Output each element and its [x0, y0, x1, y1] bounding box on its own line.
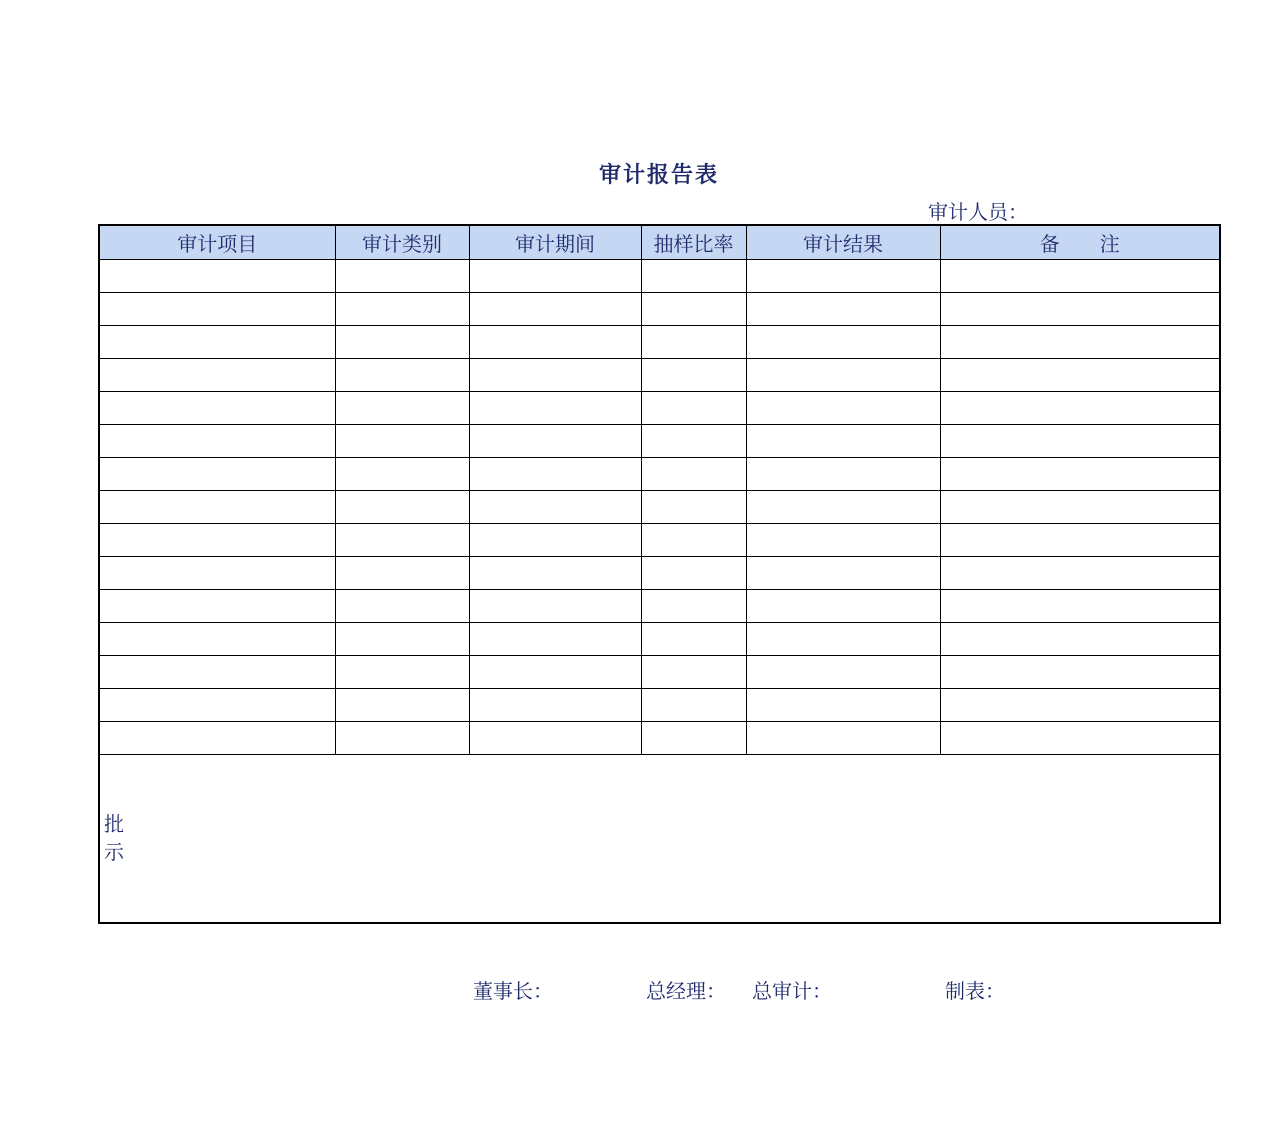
table-cell[interactable] — [469, 523, 641, 556]
table-cell[interactable] — [641, 589, 746, 622]
page-title: 审计报告表 — [598, 163, 719, 188]
table-header-row — [99, 225, 1220, 259]
table-cell[interactable] — [746, 457, 940, 490]
table-cell[interactable] — [746, 556, 940, 589]
table-cell[interactable] — [335, 721, 469, 754]
table-cell[interactable] — [99, 424, 335, 457]
table-cell[interactable] — [99, 622, 335, 655]
table-cell[interactable] — [469, 622, 641, 655]
table-body — [99, 259, 1220, 923]
table-cell[interactable] — [641, 325, 746, 358]
table-cell[interactable] — [641, 457, 746, 490]
table-cell[interactable] — [335, 325, 469, 358]
table-cell[interactable] — [99, 325, 335, 358]
table-cell[interactable] — [940, 622, 1220, 655]
table-cell[interactable] — [746, 721, 940, 754]
table-cell[interactable] — [641, 259, 746, 292]
table-cell[interactable] — [940, 589, 1220, 622]
table-cell[interactable] — [746, 391, 940, 424]
table-row — [99, 358, 1220, 391]
table-cell[interactable] — [335, 622, 469, 655]
table-cell[interactable] — [469, 325, 641, 358]
table-cell[interactable] — [940, 721, 1220, 754]
table-cell[interactable] — [940, 358, 1220, 391]
table-row — [99, 655, 1220, 688]
table-row — [99, 721, 1220, 754]
table-cell[interactable] — [940, 424, 1220, 457]
table-cell[interactable] — [940, 457, 1220, 490]
table-cell[interactable] — [469, 457, 641, 490]
table-cell[interactable] — [335, 292, 469, 325]
table-cell[interactable] — [940, 490, 1220, 523]
table-cell[interactable] — [335, 490, 469, 523]
preparer-signature-label: 制表： — [945, 979, 1005, 1003]
table-cell[interactable] — [940, 325, 1220, 358]
table-cell[interactable] — [469, 688, 641, 721]
table-cell[interactable] — [99, 259, 335, 292]
table-cell[interactable] — [641, 523, 746, 556]
table-cell[interactable] — [335, 655, 469, 688]
table-cell[interactable] — [940, 556, 1220, 589]
table-cell[interactable] — [469, 292, 641, 325]
table-cell[interactable] — [746, 325, 940, 358]
table-cell[interactable] — [469, 490, 641, 523]
table-cell[interactable] — [335, 457, 469, 490]
table-cell[interactable] — [641, 358, 746, 391]
table-row — [99, 589, 1220, 622]
column-header-remarks: 备 注 — [940, 225, 1220, 259]
table-cell[interactable] — [746, 358, 940, 391]
table-cell[interactable] — [469, 424, 641, 457]
table-cell[interactable] — [746, 424, 940, 457]
table-cell[interactable] — [641, 721, 746, 754]
table-cell[interactable] — [469, 655, 641, 688]
column-header-audit-item: 审计项目 — [99, 225, 335, 259]
table-row — [99, 622, 1220, 655]
column-header-audit-period: 审计期间 — [469, 225, 641, 259]
table-row — [99, 292, 1220, 325]
table-cell[interactable] — [335, 523, 469, 556]
table-cell[interactable] — [940, 523, 1220, 556]
table-cell[interactable] — [469, 589, 641, 622]
table-row — [99, 424, 1220, 457]
approval-row — [99, 754, 1220, 923]
table-cell[interactable] — [940, 292, 1220, 325]
column-header-audit-result: 审计结果 — [746, 225, 940, 259]
chairman-signature-label: 董事长： — [473, 979, 553, 1003]
table-row — [99, 391, 1220, 424]
table-cell[interactable] — [746, 259, 940, 292]
table-cell[interactable] — [641, 292, 746, 325]
table-cell[interactable] — [746, 688, 940, 721]
column-header-sampling-ratio: 抽样比率 — [641, 225, 746, 259]
auditor-label: 审计人员： — [928, 200, 1028, 224]
table-cell[interactable] — [940, 688, 1220, 721]
table-row — [99, 523, 1220, 556]
table-row — [99, 490, 1220, 523]
table-cell[interactable] — [335, 424, 469, 457]
table-cell[interactable] — [469, 259, 641, 292]
table-cell[interactable] — [99, 655, 335, 688]
table-cell[interactable] — [99, 589, 335, 622]
table-row — [99, 688, 1220, 721]
table-cell[interactable] — [940, 391, 1220, 424]
table-cell[interactable] — [641, 490, 746, 523]
table-cell[interactable] — [469, 721, 641, 754]
table-cell[interactable] — [940, 259, 1220, 292]
table-cell[interactable] — [99, 457, 335, 490]
table-cell[interactable] — [641, 391, 746, 424]
table-cell[interactable] — [469, 556, 641, 589]
table-cell[interactable] — [641, 424, 746, 457]
table-cell[interactable] — [335, 556, 469, 589]
table-cell[interactable] — [746, 490, 940, 523]
table-cell[interactable] — [335, 688, 469, 721]
table-cell[interactable] — [335, 358, 469, 391]
table-cell[interactable] — [99, 556, 335, 589]
table-cell[interactable] — [746, 622, 940, 655]
column-header-audit-category: 审计类别 — [335, 225, 469, 259]
table-row — [99, 325, 1220, 358]
table-cell[interactable] — [99, 292, 335, 325]
audit-report-table — [98, 224, 1221, 924]
general-manager-signature-label: 总经理： — [646, 979, 726, 1003]
table-cell[interactable] — [746, 655, 940, 688]
table-cell[interactable] — [99, 490, 335, 523]
table-cell[interactable] — [99, 391, 335, 424]
approval-cell[interactable] — [99, 754, 1220, 923]
table-cell[interactable] — [746, 589, 940, 622]
approval-label: 批示 — [104, 812, 124, 865]
table-cell[interactable] — [641, 655, 746, 688]
table-row — [99, 457, 1220, 490]
table-cell[interactable] — [99, 523, 335, 556]
table-cell[interactable] — [746, 523, 940, 556]
table-row — [99, 556, 1220, 589]
table-cell[interactable] — [746, 292, 940, 325]
table-cell[interactable] — [335, 391, 469, 424]
table-cell[interactable] — [641, 622, 746, 655]
table-cell[interactable] — [940, 655, 1220, 688]
table-row — [99, 259, 1220, 292]
table-cell[interactable] — [641, 688, 746, 721]
table-cell[interactable] — [335, 259, 469, 292]
table-cell[interactable] — [641, 556, 746, 589]
table-cell[interactable] — [335, 589, 469, 622]
table-cell[interactable] — [99, 358, 335, 391]
table-cell[interactable] — [469, 358, 641, 391]
table-cell[interactable] — [469, 391, 641, 424]
table-cell[interactable] — [99, 688, 335, 721]
chief-auditor-signature-label: 总审计： — [752, 979, 832, 1003]
table-cell[interactable] — [99, 721, 335, 754]
